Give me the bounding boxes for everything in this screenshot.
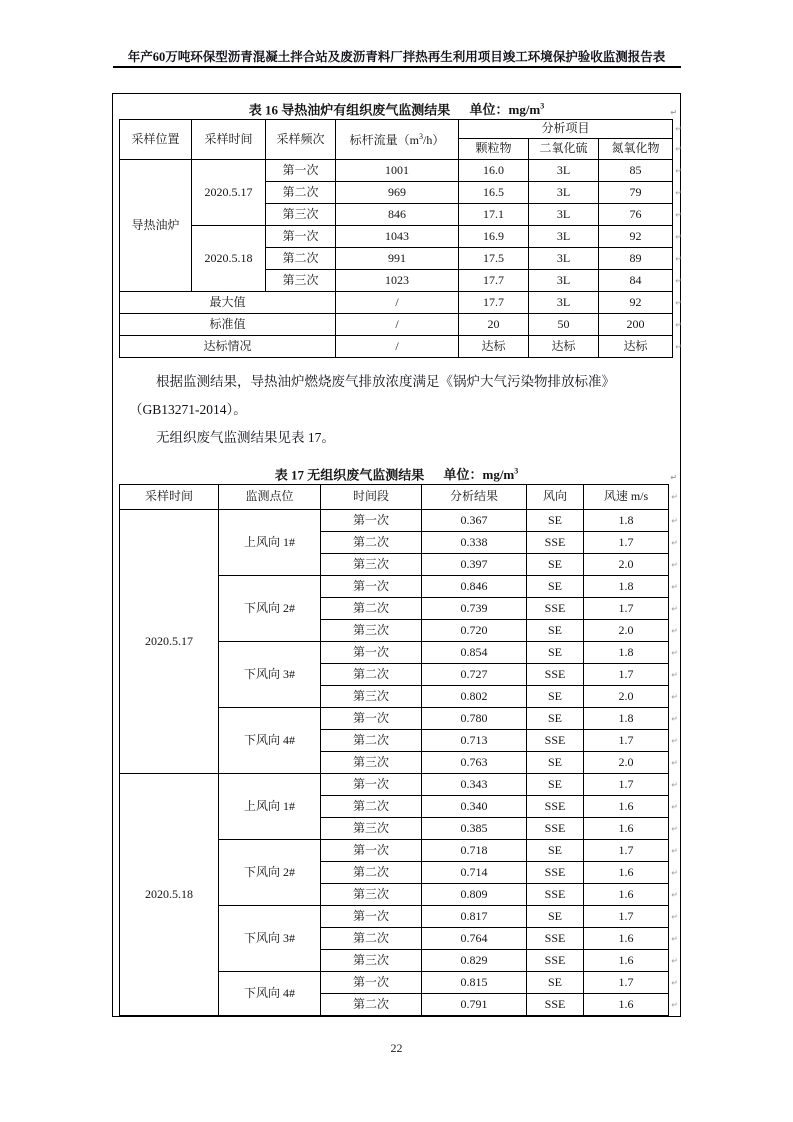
t16-flow-cell: 1043 xyxy=(336,226,459,248)
t17-result-cell: 0.338 xyxy=(422,532,527,554)
t16-header-frequency: 采样频次 xyxy=(266,120,336,160)
t16-summary-value: / xyxy=(336,292,459,314)
document-header-title: 年产60万吨环保型沥青混凝土拌合站及废沥青料厂拌热再生利用项目竣工环境保护验收监测报告表 xyxy=(127,50,666,64)
t17-wind-speed-cell: 1.7 ↵ xyxy=(584,972,669,994)
t16-frequency-cell: 第三次 xyxy=(266,204,336,226)
t16-header-flow: 标杆流量$(m^3/h)$ xyxy=(336,120,459,160)
t17-point-cell: 下风向 3# xyxy=(219,642,321,708)
t17-wind-speed-cell: 1.7 ↵ xyxy=(584,906,669,928)
table16-title-text: 表 16 导热油炉有组织废气监测结果 xyxy=(248,102,451,118)
t16-nox-cell: 92 ↵ xyxy=(599,226,673,248)
t16-pm-cell: 16.0 xyxy=(459,160,529,182)
t16-flow-cell: 969 xyxy=(336,182,459,204)
t16-summary-value: 17.7 xyxy=(459,292,529,314)
t16-summary-value: 达标 xyxy=(459,336,529,358)
t17-point-cell: 下风向 2# xyxy=(219,840,321,906)
t17-result-cell: 0.854 xyxy=(422,642,527,664)
t17-header-wind-speed: 风速 m/s ↵ xyxy=(584,485,669,510)
t17-result-cell: 0.340 xyxy=(422,796,527,818)
t17-period-cell: 第二次 xyxy=(321,994,422,1016)
t17-result-cell: 0.829 xyxy=(422,950,527,972)
t17-wind-direction-cell: SSE xyxy=(527,950,584,972)
t16-summary-label: 达标情况 xyxy=(120,336,336,358)
t17-wind-speed-cell: 1.7 ↵ xyxy=(584,532,669,554)
t17-wind-speed-cell: 1.8 ↵ xyxy=(584,510,669,532)
t16-date-cell: 2020.5.18 xyxy=(192,226,266,292)
t17-period-cell: 第三次 xyxy=(321,950,422,972)
t17-result-cell: 0.817 xyxy=(422,906,527,928)
t17-period-cell: 第一次 xyxy=(321,840,422,862)
t17-period-cell: 第二次 xyxy=(321,532,422,554)
t16-data-row xyxy=(120,160,673,182)
header-divider xyxy=(113,66,681,68)
t16-header-analysis-group: 分析项目 ↵ xyxy=(459,120,673,139)
content-frame xyxy=(112,93,681,1017)
t16-so2-cell: 3L xyxy=(529,204,599,226)
t17-date-cell: 2020.5.17 xyxy=(120,510,219,774)
t16-summary-value: 3L xyxy=(529,292,599,314)
t16-summary-value: 200 ↵ xyxy=(599,314,673,336)
t17-wind-speed-cell: 1.6 ↵ xyxy=(584,884,669,906)
t16-pm-cell: 17.5 xyxy=(459,248,529,270)
table17-title-text: 表 17 无组织废气监测结果 xyxy=(274,467,425,483)
t17-header-point: 监测点位 xyxy=(219,485,321,510)
t17-point-cell: 下风向 4# xyxy=(219,708,321,774)
table17-unit-sup: 3 xyxy=(514,467,519,476)
table16-unit-label: 单位：$mg/m^3$ xyxy=(469,102,545,118)
t16-pm-cell: 17.7 xyxy=(459,270,529,292)
t17-result-cell: 0.802 xyxy=(422,686,527,708)
t17-point-cell: 上风向 1# xyxy=(219,510,321,576)
t17-wind-speed-cell: 1.6 ↵ xyxy=(584,950,669,972)
t17-wind-direction-cell: SSE xyxy=(527,598,584,620)
table17-fugitive-emissions xyxy=(119,484,669,1016)
t16-data-row xyxy=(120,226,673,248)
t16-summary-value: / xyxy=(336,314,459,336)
t17-wind-speed-cell: 2.0 ↵ xyxy=(584,620,669,642)
t17-wind-direction-cell: SSE xyxy=(527,664,584,686)
conclusion-paragraphs xyxy=(129,368,672,452)
t17-wind-direction-cell: SE xyxy=(527,642,584,664)
t17-wind-direction-cell: SSE xyxy=(527,994,584,1016)
t16-flow-cell: 991 xyxy=(336,248,459,270)
t17-header-time: 采样时间 xyxy=(120,485,219,510)
t17-wind-speed-cell: 1.8 ↵ xyxy=(584,642,669,664)
t16-frequency-cell: 第三次 xyxy=(266,270,336,292)
t17-wind-speed-cell: 1.7 ↵ xyxy=(584,840,669,862)
t17-wind-speed-cell: 1.6 ↵ xyxy=(584,928,669,950)
t17-result-cell: 0.397 xyxy=(422,554,527,576)
t16-location-cell: 导热油炉 xyxy=(120,160,192,292)
t17-period-cell: 第三次 xyxy=(321,818,422,840)
t16-nox-cell: 85 ↵ xyxy=(599,160,673,182)
t17-wind-direction-cell: SSE xyxy=(527,532,584,554)
t17-result-cell: 0.780 xyxy=(422,708,527,730)
t16-nox-cell: 76 ↵ xyxy=(599,204,673,226)
t17-period-cell: 第三次 xyxy=(321,620,422,642)
t17-result-cell: 0.763 xyxy=(422,752,527,774)
t17-wind-direction-cell: SE xyxy=(527,972,584,994)
t17-result-cell: 0.764 xyxy=(422,928,527,950)
t17-result-cell: 0.718 xyxy=(422,840,527,862)
t17-period-cell: 第二次 xyxy=(321,796,422,818)
paragraph-line: 根据监测结果，导热油炉燃烧废气排放浓度满足《锅炉大气污染物排放标准》 xyxy=(156,374,615,389)
t17-header-row xyxy=(120,485,669,510)
table16-unit-sup: 3 xyxy=(540,102,545,111)
table17-title xyxy=(113,459,680,484)
t16-frequency-cell: 第一次 xyxy=(266,160,336,182)
t16-pm-cell: 17.1 xyxy=(459,204,529,226)
t16-so2-cell: 3L xyxy=(529,182,599,204)
t17-result-cell: 0.727 xyxy=(422,664,527,686)
t17-wind-speed-cell: 2.0 ↵ xyxy=(584,554,669,576)
t17-wind-speed-cell: 1.7 ↵ xyxy=(584,664,669,686)
t16-summary-value: 达标 xyxy=(529,336,599,358)
t16-nox-cell: 79 ↵ xyxy=(599,182,673,204)
t17-wind-direction-cell: SSE xyxy=(527,884,584,906)
t17-header-result: 分析结果 xyxy=(422,485,527,510)
t17-point-cell: 上风向 1# xyxy=(219,774,321,840)
t16-summary-value: 20 xyxy=(459,314,529,336)
t17-period-cell: 第一次 xyxy=(321,708,422,730)
table16-title xyxy=(113,94,680,119)
t16-pm-cell: 16.5 xyxy=(459,182,529,204)
t17-date-cell: 2020.5.18 xyxy=(120,774,219,1016)
t17-header-period: 时间段 xyxy=(321,485,422,510)
t17-wind-speed-cell: 1.8 ↵ xyxy=(584,576,669,598)
t17-wind-direction-cell: SSE xyxy=(527,928,584,950)
t16-summary-value: 达标 ↵ xyxy=(599,336,673,358)
t17-period-cell: 第二次 xyxy=(321,598,422,620)
t17-period-cell: 第二次 xyxy=(321,928,422,950)
t16-header-row-1 xyxy=(120,120,673,139)
t17-period-cell: 第三次 xyxy=(321,752,422,774)
t16-header-nox: 氮氧化物 ↵ xyxy=(599,139,673,160)
t16-summary-row xyxy=(120,292,673,314)
t17-result-cell: 0.343 xyxy=(422,774,527,796)
t17-wind-direction-cell: SE xyxy=(527,752,584,774)
t16-so2-cell: 3L xyxy=(529,270,599,292)
t17-period-cell: 第二次 xyxy=(321,730,422,752)
t17-wind-speed-cell: 1.7 ↵ xyxy=(584,730,669,752)
t17-period-cell: 第三次 xyxy=(321,554,422,576)
t17-wind-direction-cell: SE xyxy=(527,686,584,708)
t17-wind-direction-cell: SE xyxy=(527,576,584,598)
t17-period-cell: 第一次 xyxy=(321,576,422,598)
t17-wind-speed-cell: 1.8 ↵ xyxy=(584,708,669,730)
t17-result-cell: 0.815 xyxy=(422,972,527,994)
t17-data-row xyxy=(120,510,669,532)
t16-summary-value: 50 xyxy=(529,314,599,336)
t17-result-cell: 0.791 xyxy=(422,994,527,1016)
t16-summary-value: 92 ↵ xyxy=(599,292,673,314)
t17-wind-speed-cell: 2.0 ↵ xyxy=(584,752,669,774)
t16-header-so2: 二氧化硫 xyxy=(529,139,599,160)
t17-wind-direction-cell: SSE xyxy=(527,862,584,884)
t17-wind-direction-cell: SSE xyxy=(527,730,584,752)
t16-summary-row xyxy=(120,336,673,358)
t17-period-cell: 第三次 xyxy=(321,884,422,906)
t17-wind-direction-cell: SE xyxy=(527,554,584,576)
t16-summary-label: 最大值 xyxy=(120,292,336,314)
paragraph-line: 无组织废气监测结果见表 17。 xyxy=(156,430,335,445)
t16-header-time: 采样时间 xyxy=(192,120,266,160)
t17-period-cell: 第一次 xyxy=(321,642,422,664)
t16-summary-value: / xyxy=(336,336,459,358)
t17-wind-speed-cell: 1.6 ↵ xyxy=(584,862,669,884)
t17-wind-direction-cell: SE xyxy=(527,774,584,796)
t16-summary-row xyxy=(120,314,673,336)
table16-organized-emissions xyxy=(119,119,673,358)
t17-result-cell: 0.809 xyxy=(422,884,527,906)
t17-wind-direction-cell: SE xyxy=(527,510,584,532)
t17-wind-speed-cell: 1.7 ↵ xyxy=(584,598,669,620)
t16-frequency-cell: 第一次 xyxy=(266,226,336,248)
t17-point-cell: 下风向 3# xyxy=(219,906,321,972)
t16-header-pm: 颗粒物 xyxy=(459,139,529,160)
t16-nox-cell: 84 ↵ xyxy=(599,270,673,292)
t17-result-cell: 0.385 xyxy=(422,818,527,840)
t17-wind-speed-cell: 1.7 ↵ xyxy=(584,774,669,796)
t17-period-cell: 第三次 xyxy=(321,686,422,708)
t17-data-row xyxy=(120,774,669,796)
t16-nox-cell: 89 ↵ xyxy=(599,248,673,270)
t17-period-cell: 第一次 xyxy=(321,906,422,928)
t17-wind-direction-cell: SE xyxy=(527,906,584,928)
t16-pm-cell: 16.9 xyxy=(459,226,529,248)
t17-point-cell: 下风向 2# xyxy=(219,576,321,642)
t17-wind-speed-cell: 1.6 ↵ xyxy=(584,796,669,818)
t17-wind-speed-cell: 2.0 ↵ xyxy=(584,686,669,708)
table17-unit-label: 单位：$mg/m^3$ xyxy=(443,467,519,483)
t17-header-wind-direction: 风向 xyxy=(527,485,584,510)
t17-result-cell: 0.367 xyxy=(422,510,527,532)
t17-wind-speed-cell: 1.6 ↵ xyxy=(584,994,669,1016)
paragraph-line: （GB13271-2014）。 xyxy=(129,402,247,417)
t16-so2-cell: 3L xyxy=(529,248,599,270)
t17-result-cell: 0.739 xyxy=(422,598,527,620)
t17-result-cell: 0.720 xyxy=(422,620,527,642)
t17-wind-direction-cell: SSE xyxy=(527,796,584,818)
t17-wind-direction-cell: SE xyxy=(527,840,584,862)
t17-period-cell: 第一次 xyxy=(321,510,422,532)
t17-result-cell: 0.714 xyxy=(422,862,527,884)
t17-point-cell: 下风向 4# xyxy=(219,972,321,1016)
t16-so2-cell: 3L xyxy=(529,160,599,182)
t16-summary-label: 标准值 xyxy=(120,314,336,336)
t16-flow-cell: 846 xyxy=(336,204,459,226)
t17-period-cell: 第二次 xyxy=(321,862,422,884)
t16-header-location: 采样位置 xyxy=(120,120,192,160)
t17-period-cell: 第二次 xyxy=(321,664,422,686)
t16-date-cell: 2020.5.17 xyxy=(192,160,266,226)
t17-wind-direction-cell: SE xyxy=(527,620,584,642)
page-number: 22 xyxy=(390,1041,403,1055)
t17-period-cell: 第一次 xyxy=(321,972,422,994)
t17-wind-direction-cell: SSE xyxy=(527,818,584,840)
t16-flow-cell: 1023 xyxy=(336,270,459,292)
t17-period-cell: 第一次 xyxy=(321,774,422,796)
t17-wind-speed-cell: 1.6 ↵ xyxy=(584,818,669,840)
t16-so2-cell: 3L xyxy=(529,226,599,248)
t16-frequency-cell: 第二次 xyxy=(266,182,336,204)
t16-flow-cell: 1001 xyxy=(336,160,459,182)
t17-result-cell: 0.846 xyxy=(422,576,527,598)
t17-result-cell: 0.713 xyxy=(422,730,527,752)
t16-frequency-cell: 第二次 xyxy=(266,248,336,270)
t17-wind-direction-cell: SE xyxy=(527,708,584,730)
